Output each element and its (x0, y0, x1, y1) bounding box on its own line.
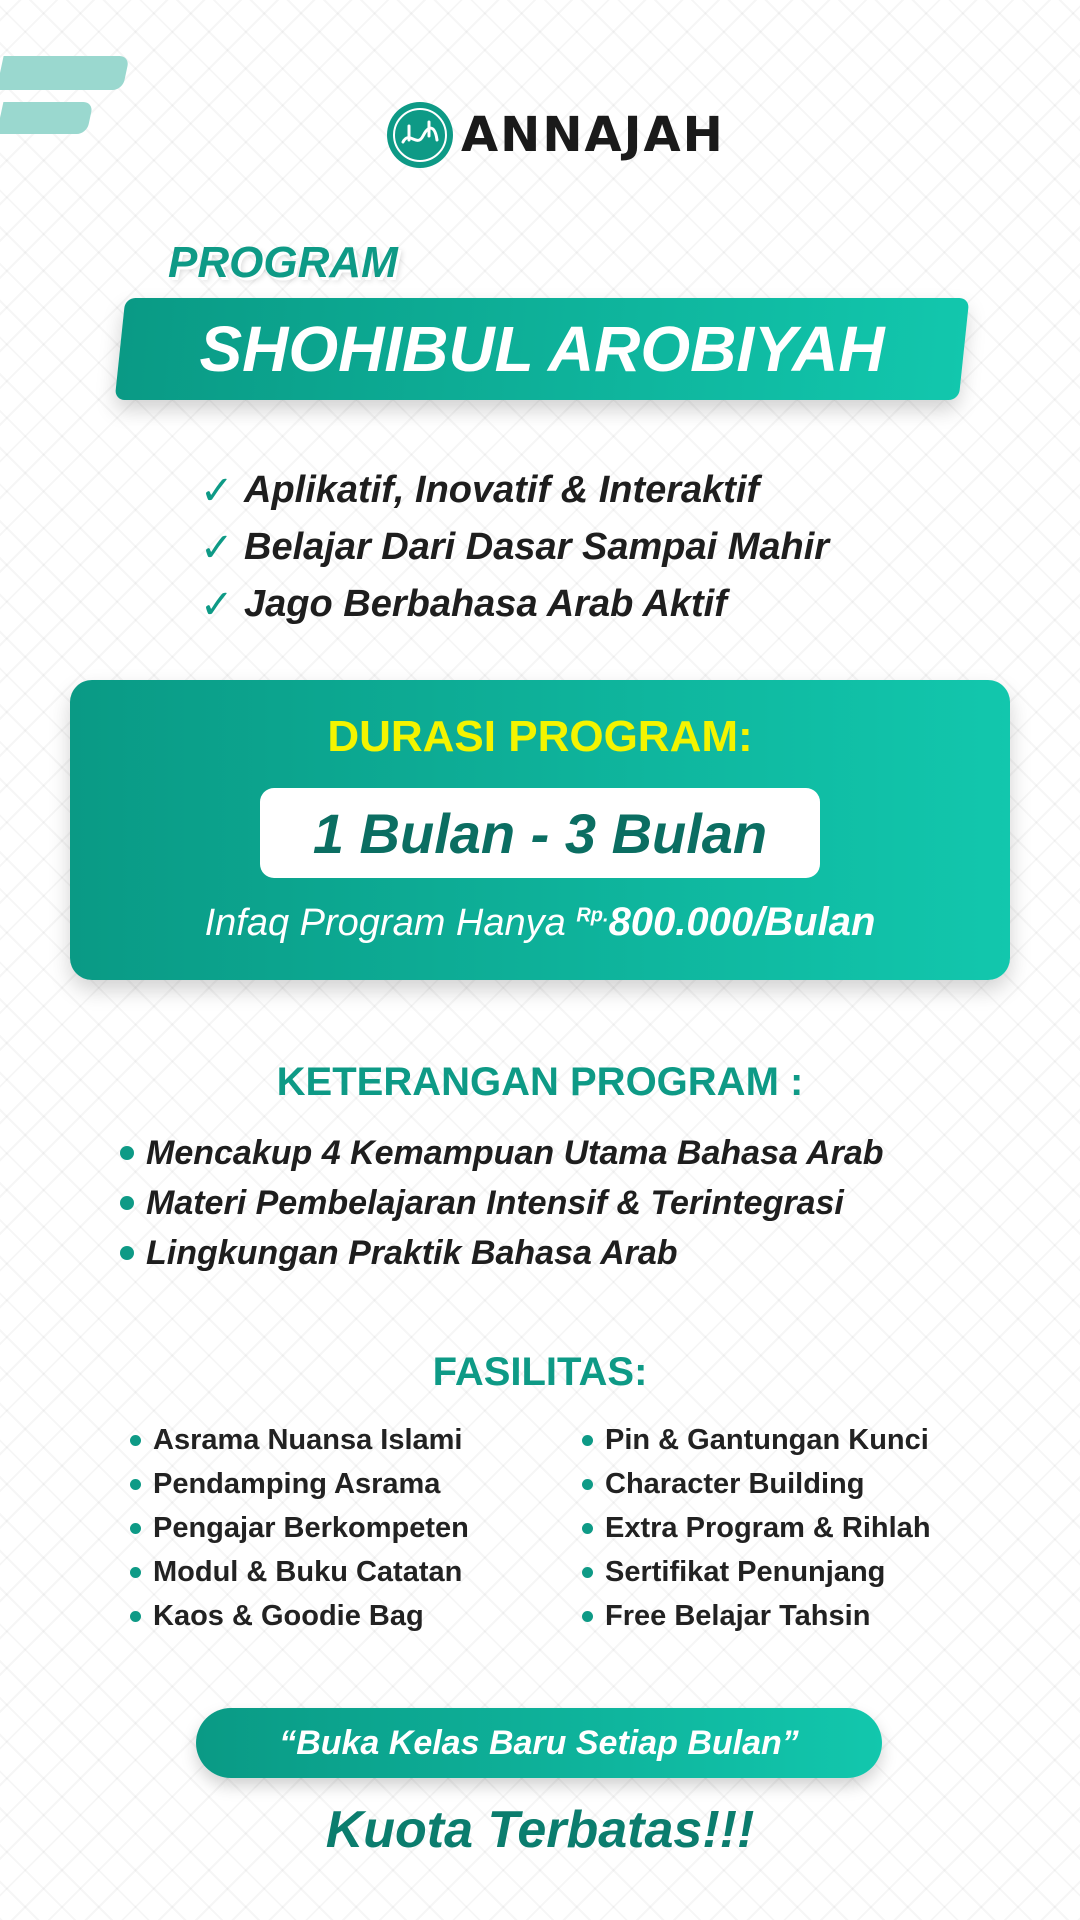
brand-logo (385, 96, 725, 174)
arabic-calligraphy-emblem-icon (385, 100, 455, 170)
decorative-stripe-top (0, 56, 130, 90)
list-item-text: Lingkungan Praktik Bahasa Arab (146, 1233, 678, 1272)
check-icon: ✓ (200, 525, 234, 570)
bullet-icon (582, 1479, 593, 1490)
bullet-icon (130, 1523, 141, 1534)
highlight-item (200, 462, 829, 519)
list-item-text: Mencakup 4 Kemampuan Utama Bahasa Arab (146, 1133, 884, 1172)
infaq-price-line (70, 900, 1010, 945)
list-item (130, 1550, 469, 1594)
bullet-icon (582, 1435, 593, 1446)
highlight-item (200, 576, 829, 633)
duration-value: 1 Bulan - 3 Bulan (260, 788, 820, 878)
bullet-icon (120, 1246, 134, 1260)
facility-text: Modul & Buku Catatan (153, 1555, 463, 1588)
fasilitas-left-column (130, 1418, 469, 1638)
list-item (130, 1462, 469, 1506)
keterangan-title: KETERANGAN PROGRAM : (276, 1060, 804, 1104)
bullet-icon (120, 1146, 134, 1160)
program-label: PROGRAM (168, 238, 398, 287)
bullet-icon (130, 1611, 141, 1622)
infaq-prefix: Infaq Program Hanya (204, 902, 566, 944)
highlight-item (200, 519, 829, 576)
highlight-text: Belajar Dari Dasar Sampai Mahir (244, 526, 830, 568)
list-item (130, 1506, 469, 1550)
fasilitas-title: FASILITAS: (432, 1350, 648, 1394)
bullet-icon (130, 1567, 141, 1578)
facility-text: Sertifikat Penunjang (605, 1555, 886, 1588)
currency-label: Rp. (576, 904, 609, 927)
facility-text: Pengajar Berkompeten (153, 1511, 469, 1544)
facility-text: Pendamping Asrama (153, 1467, 441, 1500)
tagline-pill: “Buka Kelas Baru Setiap Bulan” (196, 1708, 882, 1778)
list-item (582, 1550, 931, 1594)
list-item (130, 1594, 469, 1638)
facility-text: Asrama Nuansa Islami (153, 1423, 463, 1456)
list-item (582, 1506, 931, 1550)
highlights-list (200, 462, 829, 633)
list-item (120, 1228, 884, 1278)
bullet-icon (582, 1567, 593, 1578)
list-item (582, 1418, 931, 1462)
highlight-text: Aplikatif, Inovatif & Interaktif (244, 469, 760, 511)
program-title: SHOHIBUL AROBIYAH (199, 313, 885, 385)
decorative-stripe-bottom (0, 102, 93, 134)
bullet-icon (130, 1435, 141, 1446)
facility-text: Pin & Gantungan Kunci (605, 1423, 929, 1456)
price-value: 800.000/Bulan (608, 900, 876, 944)
quota-text: Kuota Terbatas!!! (325, 1801, 755, 1859)
bullet-icon (130, 1479, 141, 1490)
list-item (582, 1594, 931, 1638)
list-item (120, 1128, 884, 1178)
keterangan-list (120, 1128, 884, 1278)
list-item (120, 1178, 884, 1228)
highlight-text: Jago Berbahasa Arab Aktif (244, 583, 727, 625)
facility-text: Extra Program & Rihlah (605, 1511, 931, 1544)
bullet-icon (120, 1196, 134, 1210)
facility-text: Free Belajar Tahsin (605, 1599, 871, 1632)
fasilitas-right-column (582, 1418, 931, 1638)
facility-text: Character Building (605, 1467, 865, 1500)
check-icon: ✓ (200, 582, 234, 627)
check-icon: ✓ (200, 468, 234, 513)
brand-name: ANNAJAH (461, 107, 725, 163)
bullet-icon (582, 1523, 593, 1534)
list-item (582, 1462, 931, 1506)
duration-title: DURASI PROGRAM: (327, 712, 753, 761)
list-item-text: Materi Pembelajaran Intensif & Terintegrasi (146, 1183, 844, 1222)
facility-text: Kaos & Goodie Bag (153, 1599, 424, 1632)
list-item (130, 1418, 469, 1462)
bullet-icon (582, 1611, 593, 1622)
